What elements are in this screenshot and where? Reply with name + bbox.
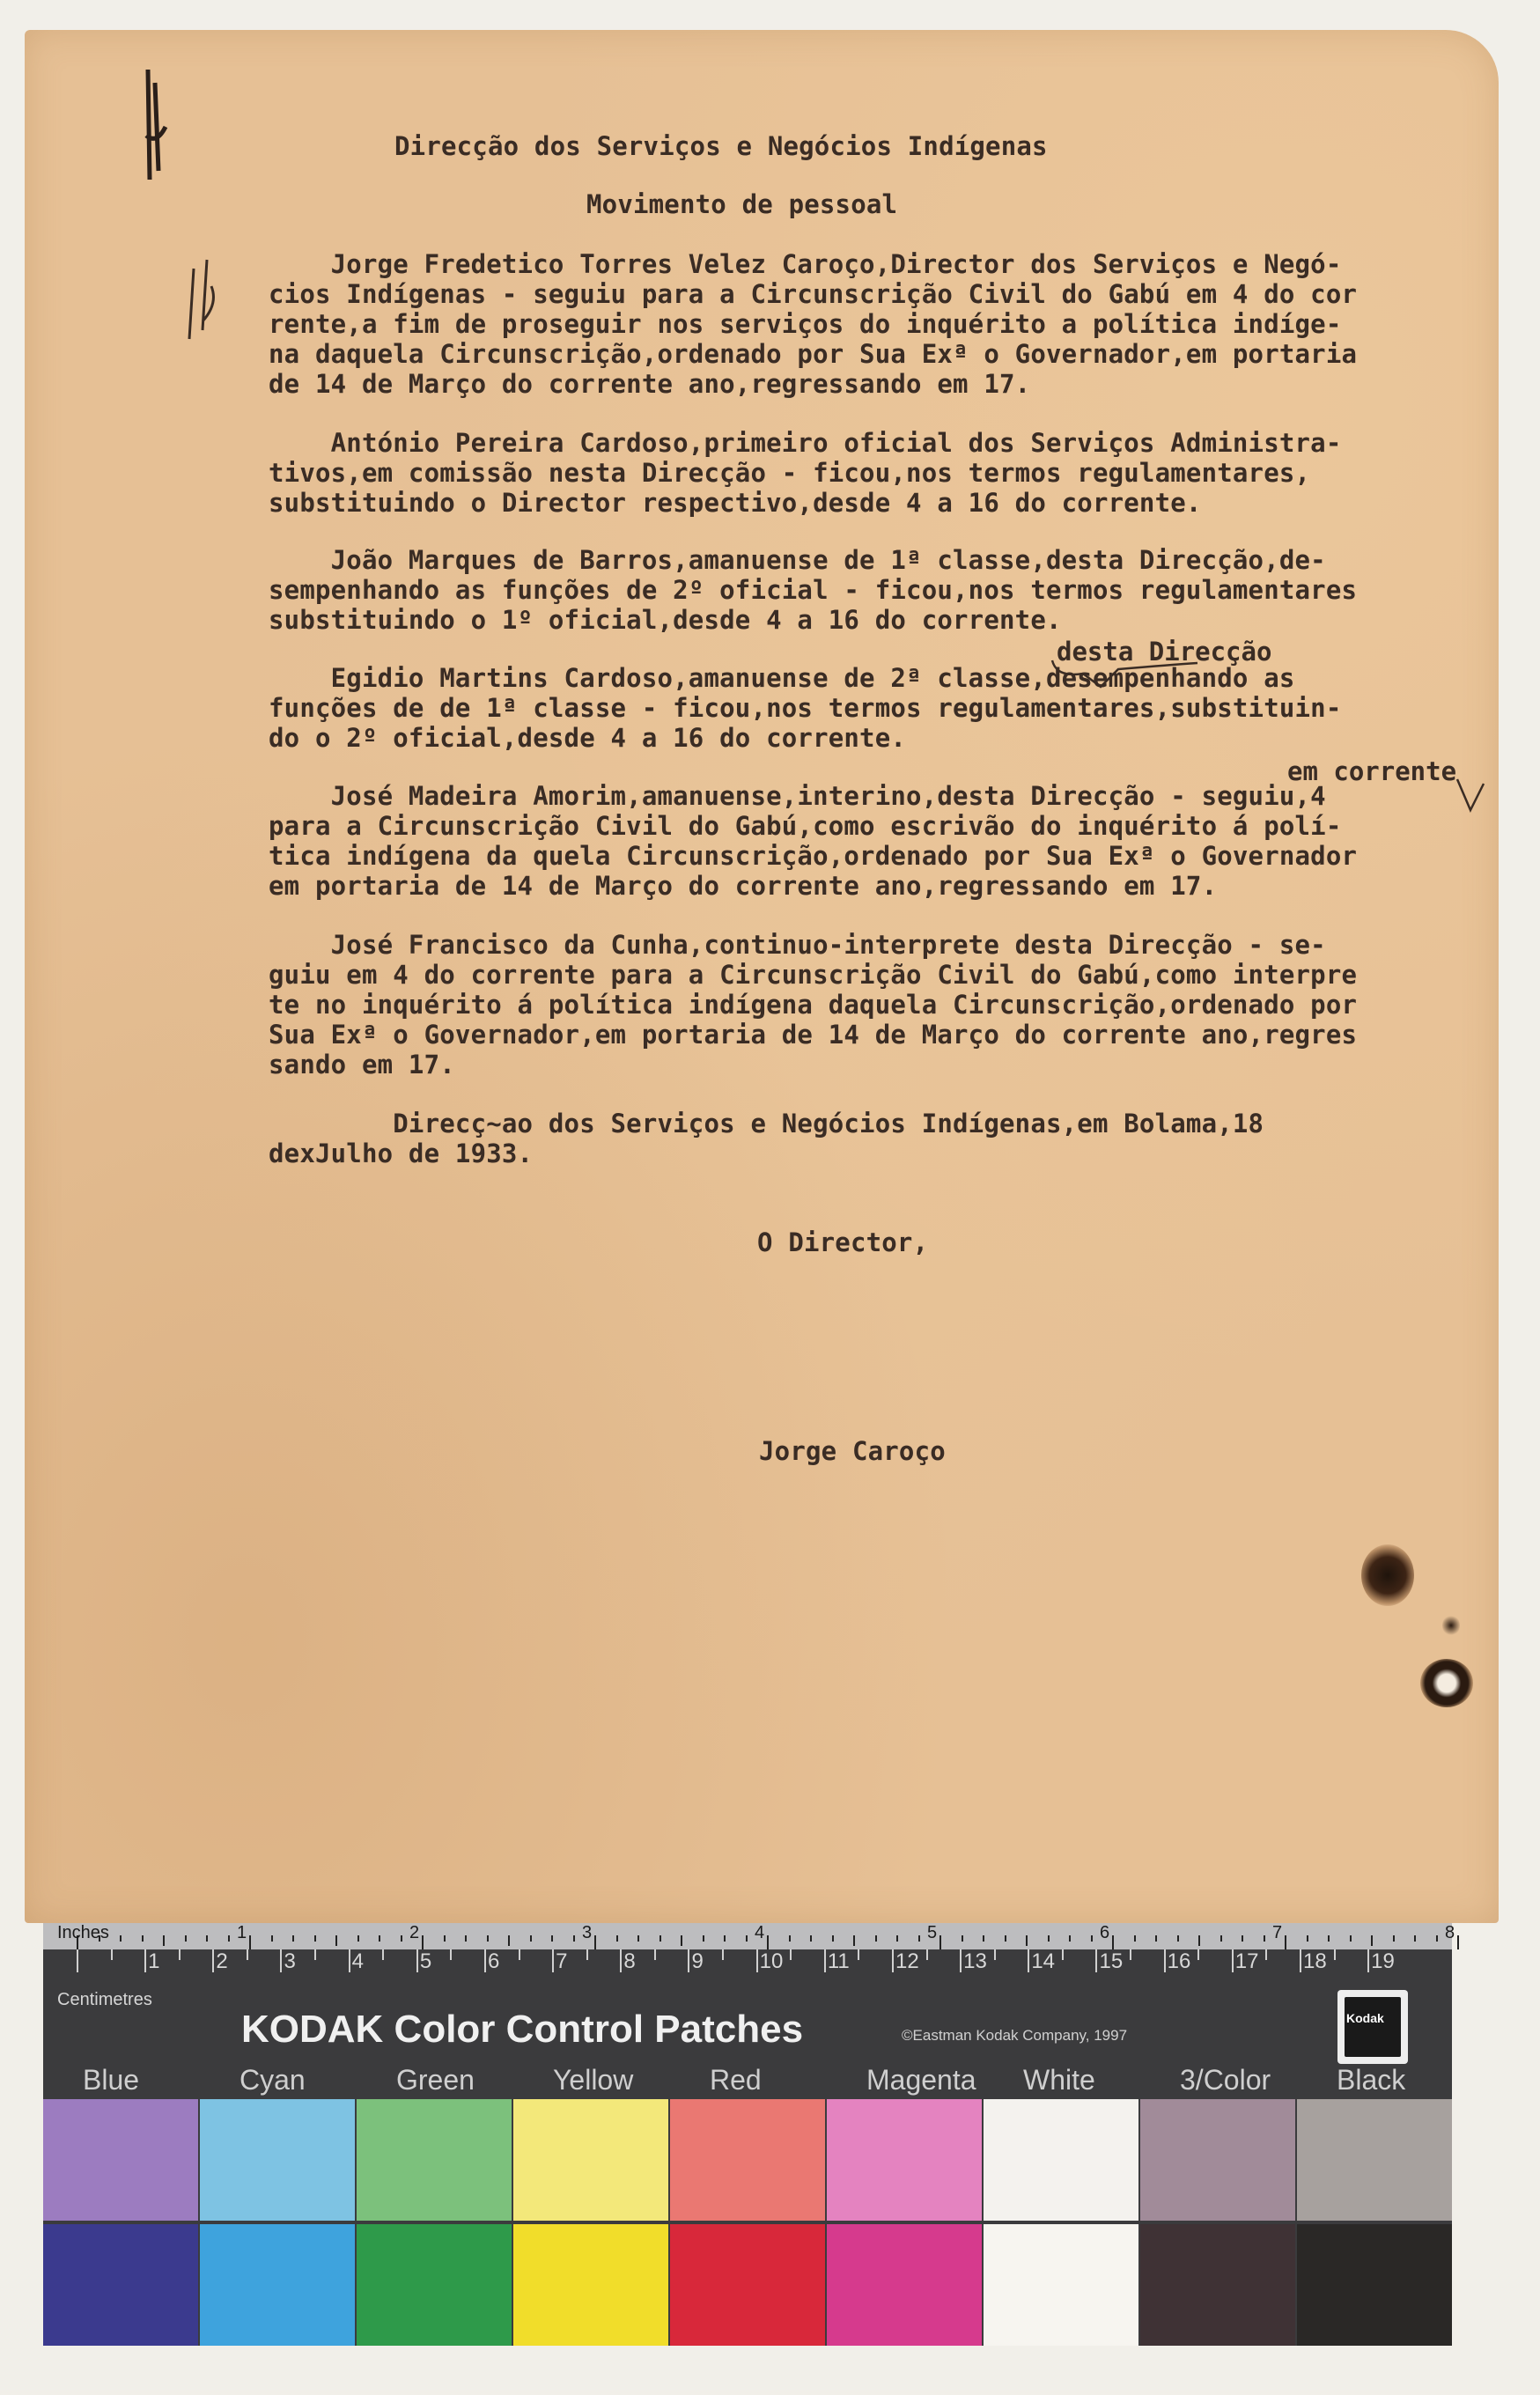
text-line: tica indígena da quela Circunscrição,ordenado por Sua Exª o Governador bbox=[269, 841, 1358, 871]
cm-number: 8 bbox=[623, 1949, 636, 1973]
cm-tick bbox=[280, 1949, 282, 1972]
kodak-strip-title: KODAK Color Control Patches bbox=[241, 2008, 804, 2051]
inch-tick bbox=[918, 1935, 920, 1942]
text-line: te no inquérito á política indígena daquela Circunscrição,ordenado por bbox=[269, 990, 1358, 1020]
color-patch-light bbox=[1297, 2099, 1452, 2221]
kodak-copyright: ©Eastman Kodak Company, 1997 bbox=[902, 2027, 1128, 2044]
color-patch-dark bbox=[1140, 2224, 1295, 2346]
cm-tick bbox=[212, 1949, 214, 1972]
inch-tick bbox=[1005, 1935, 1006, 1942]
cm-number: 19 bbox=[1371, 1949, 1395, 1973]
text-line: José Francisco da Cunha,continuo-interprete desta Direcção - se- bbox=[269, 930, 1326, 960]
patch-name: 3/Color bbox=[1180, 2064, 1271, 2096]
cm-tick bbox=[179, 1949, 181, 1960]
color-patch-dark bbox=[43, 2224, 198, 2346]
cm-tick bbox=[416, 1949, 418, 1972]
typed-insertion: em corrente bbox=[1287, 756, 1457, 786]
cm-tick bbox=[960, 1949, 962, 1972]
color-patch-light bbox=[670, 2099, 825, 2221]
inch-tick bbox=[185, 1935, 187, 1942]
cm-tick bbox=[1130, 1949, 1131, 1960]
text-line: substituindo o 1º oficial,desde 4 a 16 do corrente. bbox=[269, 605, 1062, 635]
inches-label: Inches bbox=[57, 1923, 109, 1942]
inch-tick bbox=[228, 1935, 230, 1942]
text-line: João Marques de Barros,amanuense de 1ª classe,desta Direcção,de- bbox=[269, 545, 1326, 575]
inch-tick bbox=[444, 1935, 446, 1942]
inch-tick bbox=[1048, 1935, 1050, 1942]
inch-tick bbox=[896, 1935, 898, 1942]
cm-tick bbox=[450, 1949, 452, 1960]
inch-tick bbox=[401, 1935, 402, 1942]
cm-tick bbox=[111, 1949, 113, 1960]
text-line: António Pereira Cardoso,primeiro oficial dos Serviços Administra- bbox=[269, 428, 1342, 458]
inch-tick bbox=[746, 1935, 748, 1942]
inch-number: 1 bbox=[237, 1923, 247, 1942]
patch-name: Cyan bbox=[239, 2064, 306, 2096]
cm-tick bbox=[1367, 1949, 1369, 1972]
ink-scribble-mark bbox=[139, 65, 174, 188]
burn-mark bbox=[1361, 1544, 1414, 1606]
inch-tick bbox=[249, 1935, 251, 1949]
cm-number: 1 bbox=[148, 1949, 160, 1973]
cm-number: 6 bbox=[487, 1949, 500, 1973]
color-patch-light bbox=[827, 2099, 982, 2221]
document-subtitle: Movimento de pessoal bbox=[586, 189, 898, 219]
text-line: Egidio Martins Cardoso,amanuense de 2ª classe,desempenhando as bbox=[269, 663, 1295, 693]
cm-tick bbox=[1028, 1949, 1029, 1972]
inch-tick bbox=[508, 1935, 510, 1946]
inch-number: 2 bbox=[409, 1923, 420, 1942]
patch-name: Green bbox=[396, 2064, 475, 2096]
color-patch-dark bbox=[984, 2224, 1138, 2346]
patch-name: Red bbox=[710, 2064, 762, 2096]
inch-tick bbox=[551, 1935, 553, 1942]
inch-tick bbox=[1091, 1935, 1093, 1942]
text-line: substituindo o Director respectivo,desde 4 a 16 do corrente. bbox=[269, 488, 1202, 518]
inch-tick bbox=[1069, 1935, 1071, 1942]
inch-number: 3 bbox=[582, 1923, 593, 1942]
cm-tick bbox=[1300, 1949, 1301, 1972]
cm-tick bbox=[484, 1949, 486, 1972]
inch-tick bbox=[1414, 1935, 1416, 1942]
color-patch-light bbox=[357, 2099, 512, 2221]
inch-tick bbox=[1177, 1935, 1179, 1942]
cm-tick bbox=[349, 1949, 350, 1972]
cm-tick bbox=[620, 1949, 622, 1972]
signature-title: O Director, bbox=[757, 1227, 929, 1257]
inch-tick bbox=[1393, 1935, 1395, 1942]
cm-tick bbox=[756, 1949, 758, 1972]
inch-tick bbox=[724, 1935, 726, 1942]
cm-tick bbox=[314, 1949, 316, 1960]
cm-number: 9 bbox=[691, 1949, 704, 1973]
inch-tick bbox=[703, 1935, 704, 1942]
inch-tick bbox=[163, 1935, 165, 1946]
inch-tick bbox=[465, 1935, 467, 1942]
inch-tick bbox=[832, 1935, 834, 1942]
cm-tick bbox=[586, 1949, 588, 1960]
inch-tick bbox=[292, 1935, 294, 1942]
text-line: José Madeira Amorim,amanuense,interino,desta Direcção - seguiu,4 bbox=[269, 781, 1326, 811]
inch-number: 8 bbox=[1445, 1923, 1455, 1942]
inch-tick bbox=[530, 1935, 532, 1942]
kodak-color-control-strip bbox=[43, 1923, 1455, 2346]
patch-name: Magenta bbox=[866, 2064, 976, 2096]
patch-name: Black bbox=[1337, 2064, 1406, 2096]
inch-tick bbox=[1026, 1935, 1028, 1946]
cm-tick bbox=[144, 1949, 146, 1972]
cm-number: 11 bbox=[827, 1949, 850, 1973]
cm-number: 5 bbox=[419, 1949, 432, 1973]
inch-tick bbox=[1307, 1935, 1308, 1942]
inch-tick bbox=[271, 1935, 273, 1942]
insertion-caret bbox=[1453, 775, 1488, 819]
text-line: rente,a fim de proseguir nos serviços do inquérito a política indíge- bbox=[269, 309, 1342, 339]
burn-hole bbox=[1420, 1659, 1473, 1707]
inch-number: 4 bbox=[755, 1923, 765, 1942]
cm-tick bbox=[994, 1949, 996, 1960]
inch-tick bbox=[1457, 1935, 1459, 1949]
inch-tick bbox=[379, 1935, 380, 1942]
cm-tick bbox=[1062, 1949, 1064, 1960]
text-line: em portaria de 14 de Março do corrente ano,regressando em 17. bbox=[269, 871, 1218, 901]
inch-number: 7 bbox=[1272, 1923, 1283, 1942]
inch-tick bbox=[314, 1935, 316, 1942]
inch-tick bbox=[1155, 1935, 1157, 1942]
typed-insertion: desta Direcção bbox=[1057, 637, 1272, 667]
text-line: cios Indígenas - seguiu para a Circunscrição Civil do Gabú em 4 do cor bbox=[269, 279, 1358, 309]
inch-tick bbox=[1264, 1935, 1265, 1942]
inch-tick bbox=[962, 1935, 963, 1942]
inch-tick bbox=[1436, 1935, 1438, 1942]
inch-tick bbox=[335, 1935, 337, 1946]
cm-tick bbox=[552, 1949, 554, 1972]
text-line: funções de de 1ª classe - ficou,nos termos regulamentares,substituin- bbox=[269, 693, 1342, 723]
inch-tick bbox=[1134, 1935, 1136, 1942]
color-patch-light bbox=[43, 2099, 198, 2221]
inch-tick bbox=[659, 1935, 661, 1942]
cm-number: 4 bbox=[351, 1949, 365, 1973]
inch-tick bbox=[983, 1935, 984, 1942]
inch-tick bbox=[789, 1935, 791, 1942]
cm-number: 2 bbox=[216, 1949, 228, 1973]
cm-tick bbox=[824, 1949, 826, 1972]
inch-tick bbox=[1112, 1935, 1114, 1949]
color-patch-dark bbox=[827, 2224, 982, 2346]
centimetres-label: Centimetres bbox=[57, 1990, 152, 2009]
inch-tick bbox=[767, 1935, 769, 1949]
inch-tick bbox=[142, 1935, 144, 1942]
patch-name: White bbox=[1023, 2064, 1095, 2096]
text-line: Direcç~ao dos Serviços e Negócios Indígenas,em Bolama,18 bbox=[269, 1109, 1264, 1139]
color-patch-dark bbox=[200, 2224, 355, 2346]
inch-tick bbox=[594, 1935, 596, 1949]
cm-number: 17 bbox=[1234, 1949, 1259, 1973]
text-line: Jorge Fredetico Torres Velez Caroço,Director dos Serviços e Negó- bbox=[269, 249, 1342, 279]
cm-tick bbox=[1164, 1949, 1166, 1972]
document-title: Direcção dos Serviços e Negócios Indígenas bbox=[394, 131, 1048, 161]
cm-tick bbox=[1197, 1949, 1199, 1960]
inch-tick bbox=[206, 1935, 208, 1942]
patch-name: Yellow bbox=[553, 2064, 634, 2096]
cm-tick bbox=[382, 1949, 384, 1960]
inch-number: 5 bbox=[927, 1923, 938, 1942]
cm-number: 3 bbox=[284, 1949, 296, 1973]
inch-tick bbox=[681, 1935, 682, 1946]
color-patch-dark bbox=[513, 2224, 668, 2346]
inch-tick bbox=[1242, 1935, 1243, 1942]
cm-number: 14 bbox=[1031, 1949, 1056, 1973]
cm-tick bbox=[892, 1949, 894, 1972]
inch-tick bbox=[1220, 1935, 1222, 1942]
inch-tick bbox=[616, 1935, 618, 1942]
color-patch-dark bbox=[1297, 2224, 1452, 2346]
cm-number: 13 bbox=[963, 1949, 987, 1973]
signature-name: Jorge Caroço bbox=[759, 1436, 946, 1466]
inch-tick bbox=[573, 1935, 575, 1942]
color-patch-dark bbox=[670, 2224, 825, 2346]
cm-number: 15 bbox=[1099, 1949, 1124, 1973]
inch-tick bbox=[1285, 1935, 1286, 1949]
inch-tick bbox=[357, 1935, 359, 1942]
inch-tick bbox=[120, 1935, 122, 1942]
inch-tick bbox=[422, 1935, 424, 1949]
cm-tick bbox=[654, 1949, 656, 1960]
color-patch-dark bbox=[357, 2224, 512, 2346]
inch-tick bbox=[1371, 1935, 1373, 1946]
color-patch-light bbox=[984, 2099, 1138, 2221]
inch-number: 6 bbox=[1100, 1923, 1110, 1942]
text-line: sempenhando as funções de 2º oficial - ficou,nos termos regulamentares bbox=[269, 575, 1358, 605]
text-line: dexJulho de 1933. bbox=[269, 1139, 534, 1168]
cm-tick bbox=[722, 1949, 724, 1960]
inch-tick bbox=[939, 1935, 941, 1949]
burn-mark bbox=[1442, 1615, 1460, 1636]
inch-tick bbox=[810, 1935, 812, 1942]
inch-tick bbox=[1328, 1935, 1330, 1942]
text-line: guiu em 4 do corrente para a Circunscrição Civil do Gabú,como interpre bbox=[269, 960, 1358, 990]
text-line: Sua Exª o Governador,em portaria de 14 de Março do corrente ano,regres bbox=[269, 1020, 1358, 1050]
cm-tick bbox=[247, 1949, 248, 1960]
text-line: de 14 de Março do corrente ano,regressando em 17. bbox=[269, 369, 1031, 399]
inch-tick bbox=[1350, 1935, 1352, 1942]
text-line: do o 2º oficial,desde 4 a 16 do corrente. bbox=[269, 723, 907, 753]
cm-number: 10 bbox=[759, 1949, 784, 1973]
cm-number: 18 bbox=[1302, 1949, 1327, 1973]
cm-tick bbox=[1265, 1949, 1267, 1960]
margin-handwriting bbox=[176, 251, 229, 348]
cm-tick bbox=[926, 1949, 928, 1960]
cm-tick bbox=[1095, 1949, 1097, 1972]
text-line: sando em 17. bbox=[269, 1050, 455, 1080]
cm-tick bbox=[790, 1949, 792, 1960]
patch-name: Blue bbox=[83, 2064, 140, 2096]
color-patches bbox=[43, 2099, 1452, 2346]
cm-number: 16 bbox=[1167, 1949, 1191, 1973]
text-line: para a Circunscrição Civil do Gabú,como escrivão do inquérito á polí- bbox=[269, 811, 1342, 841]
cm-tick bbox=[1334, 1949, 1336, 1960]
cm-tick bbox=[688, 1949, 689, 1972]
cm-tick bbox=[77, 1949, 78, 1972]
inch-tick bbox=[637, 1935, 639, 1942]
kodak-logo bbox=[1337, 1990, 1408, 2064]
cm-tick bbox=[858, 1949, 859, 1960]
kodak-logo-text: Kodak bbox=[1346, 2011, 1384, 2025]
color-patch-light bbox=[513, 2099, 668, 2221]
cm-number: 12 bbox=[895, 1949, 919, 1973]
inch-tick bbox=[853, 1935, 855, 1946]
inch-tick bbox=[875, 1935, 877, 1942]
cm-tick bbox=[519, 1949, 520, 1960]
cm-tick bbox=[1232, 1949, 1234, 1972]
centimetre-ruler bbox=[43, 1949, 1452, 1978]
text-line: na daquela Circunscrição,ordenado por Sua Exª o Governador,em portaria bbox=[269, 339, 1358, 369]
inch-tick bbox=[487, 1935, 489, 1942]
cm-number: 7 bbox=[556, 1949, 568, 1973]
color-patch-light bbox=[1140, 2099, 1295, 2221]
text-line: tivos,em comissão nesta Direcção - ficou,nos termos regulamentares, bbox=[269, 458, 1311, 488]
inch-tick bbox=[1198, 1935, 1200, 1946]
color-patch-light bbox=[200, 2099, 355, 2221]
